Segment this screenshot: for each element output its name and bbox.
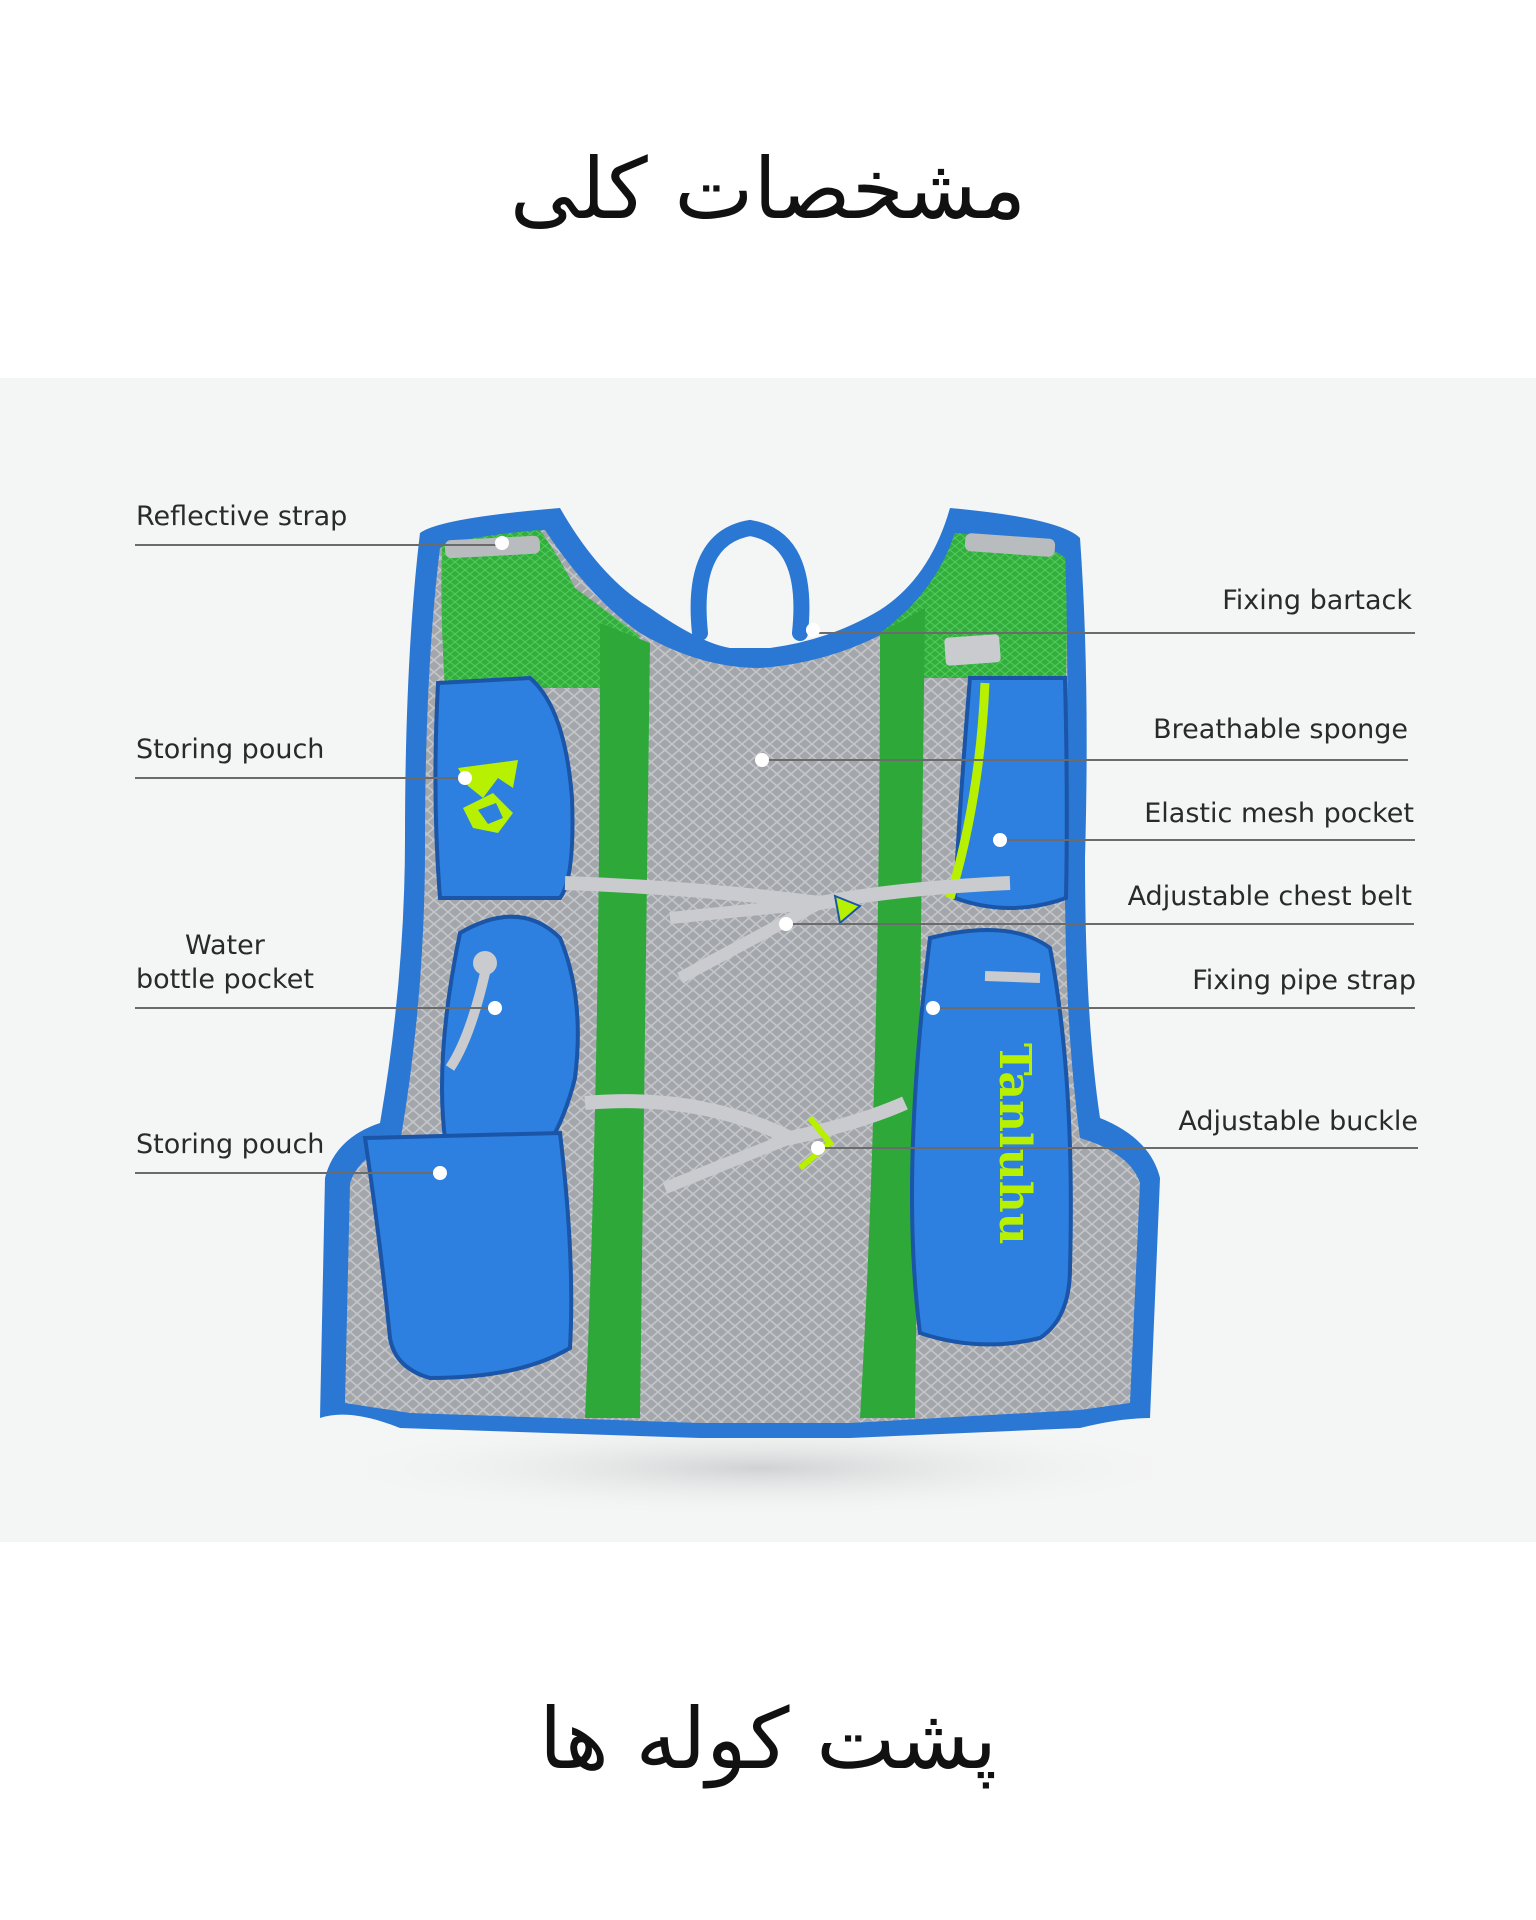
pocket-cord-toggle bbox=[473, 951, 497, 975]
page-subtitle: پشت کوله ها bbox=[538, 1690, 998, 1788]
label-storing-pouch-upper: Storing pouch bbox=[136, 734, 325, 765]
label-adjustable-chest-belt: Adjustable chest belt bbox=[1127, 881, 1412, 912]
top-handle bbox=[699, 528, 802, 633]
label-storing-pouch-lower: Storing pouch bbox=[136, 1129, 325, 1160]
lower-storing-pouch bbox=[365, 1133, 571, 1378]
label-water-bottle-line2: bottle pocket bbox=[136, 964, 314, 995]
brand-text-vertical: Tanluhu bbox=[989, 1043, 1040, 1245]
dot-adjustable-buckle bbox=[811, 1141, 825, 1155]
dot-storing-pouch-lower bbox=[433, 1166, 447, 1180]
dot-water-bottle bbox=[488, 1001, 502, 1015]
label-elastic-mesh-pocket: Elastic mesh pocket bbox=[1144, 798, 1414, 829]
product-diagram bbox=[0, 378, 1536, 1542]
page-title: مشخصات کلی bbox=[509, 140, 1027, 238]
label-reflective-strap: Reflective strap bbox=[136, 501, 348, 532]
label-water-bottle-line1: Water bbox=[185, 930, 265, 961]
fixing-pipe-strap bbox=[985, 976, 1040, 978]
dot-fixing-bartack bbox=[806, 623, 820, 637]
upper-storing-pouch bbox=[435, 678, 572, 898]
dot-fixing-pipe bbox=[926, 1001, 940, 1015]
dot-chest-belt bbox=[779, 917, 793, 931]
dot-breathable-sponge bbox=[755, 753, 769, 767]
label-adjustable-buckle: Adjustable buckle bbox=[1178, 1106, 1418, 1137]
label-fixing-pipe-strap: Fixing pipe strap bbox=[1192, 965, 1416, 996]
dot-elastic-mesh bbox=[993, 833, 1007, 847]
label-fixing-bartack: Fixing bartack bbox=[1222, 585, 1412, 616]
dot-reflective-strap bbox=[495, 536, 509, 550]
fixing-bartack-tab bbox=[944, 634, 1001, 666]
label-breathable-sponge: Breathable sponge bbox=[1153, 714, 1408, 745]
dot-storing-pouch-upper bbox=[458, 771, 472, 785]
